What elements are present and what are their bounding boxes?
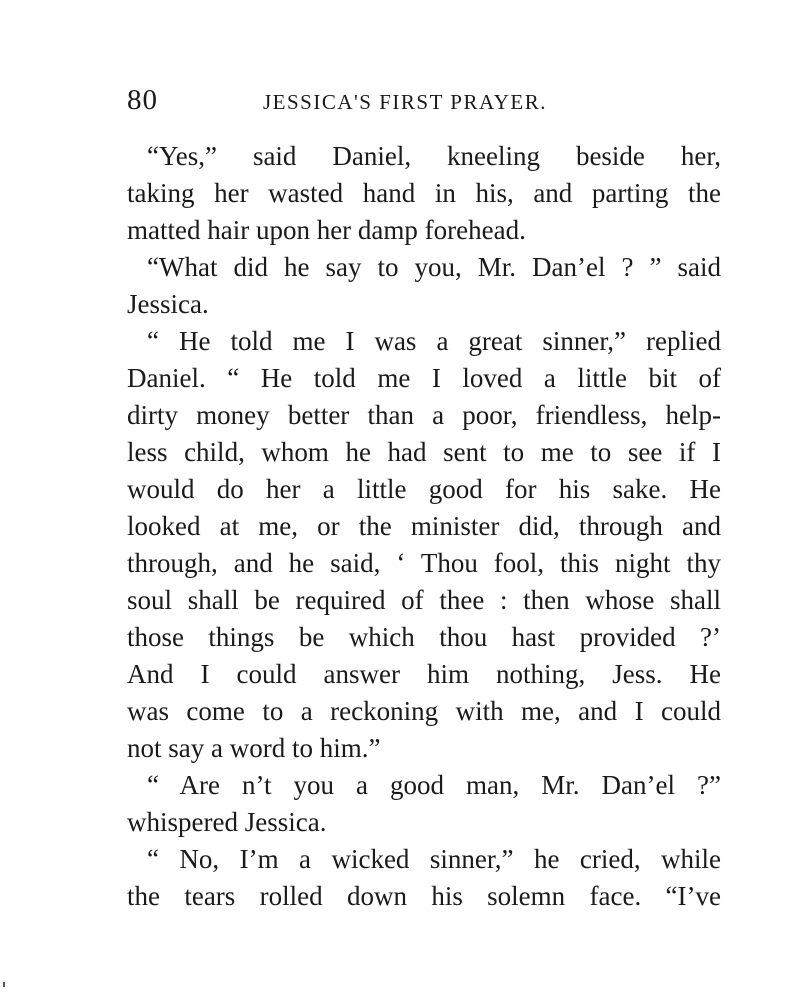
text-line: taking her wasted hand in his, and parting the (127, 178, 721, 208)
text-line: Daniel. “ He told me I loved a little bit of (127, 363, 721, 393)
text-line: those things be which thou hast provided ?’ (127, 622, 721, 652)
text-line: looked at me, or the minister did, through and (127, 511, 721, 541)
text-line: less child, whom he had sent to me to see if I (127, 437, 721, 467)
text-line: “ Are n’t you a good man, Mr. Dan’el ?” (147, 770, 721, 800)
running-title: JESSICA'S FIRST PRAYER. (263, 90, 547, 114)
text-line: through, and he said, ‘ Thou fool, this night thy (127, 548, 721, 578)
text-line: “Yes,” said Daniel, kneeling beside her, (147, 141, 721, 171)
text-line: “ No, I’m a wicked sinner,” he cried, while (147, 844, 721, 874)
scan-speck (3, 982, 5, 987)
text-line: “What did he say to you, Mr. Dan’el ? ” said (147, 252, 721, 282)
running-head (127, 80, 721, 120)
text-line: would do her a little good for his sake. He (127, 474, 721, 504)
text-line: soul shall be required of thee : then whose shall (127, 585, 721, 615)
text-line: And I could answer him nothing, Jess. He (127, 659, 721, 689)
text-line: Jessica. (127, 289, 209, 319)
text-line: dirty money better than a poor, friendless, help- (127, 400, 721, 430)
text-line: “ He told me I was a great sinner,” replied (147, 326, 721, 356)
text-line: matted hair upon her damp forehead. (127, 215, 526, 245)
text-line: not say a word to him.” (127, 733, 381, 763)
body-text (127, 138, 721, 915)
text-line: whispered Jessica. (127, 807, 327, 837)
text-line: the tears rolled down his solemn face. “I’ve (127, 881, 721, 911)
page-number: 80 (127, 84, 158, 116)
text-line: was come to a reckoning with me, and I could (127, 696, 721, 726)
